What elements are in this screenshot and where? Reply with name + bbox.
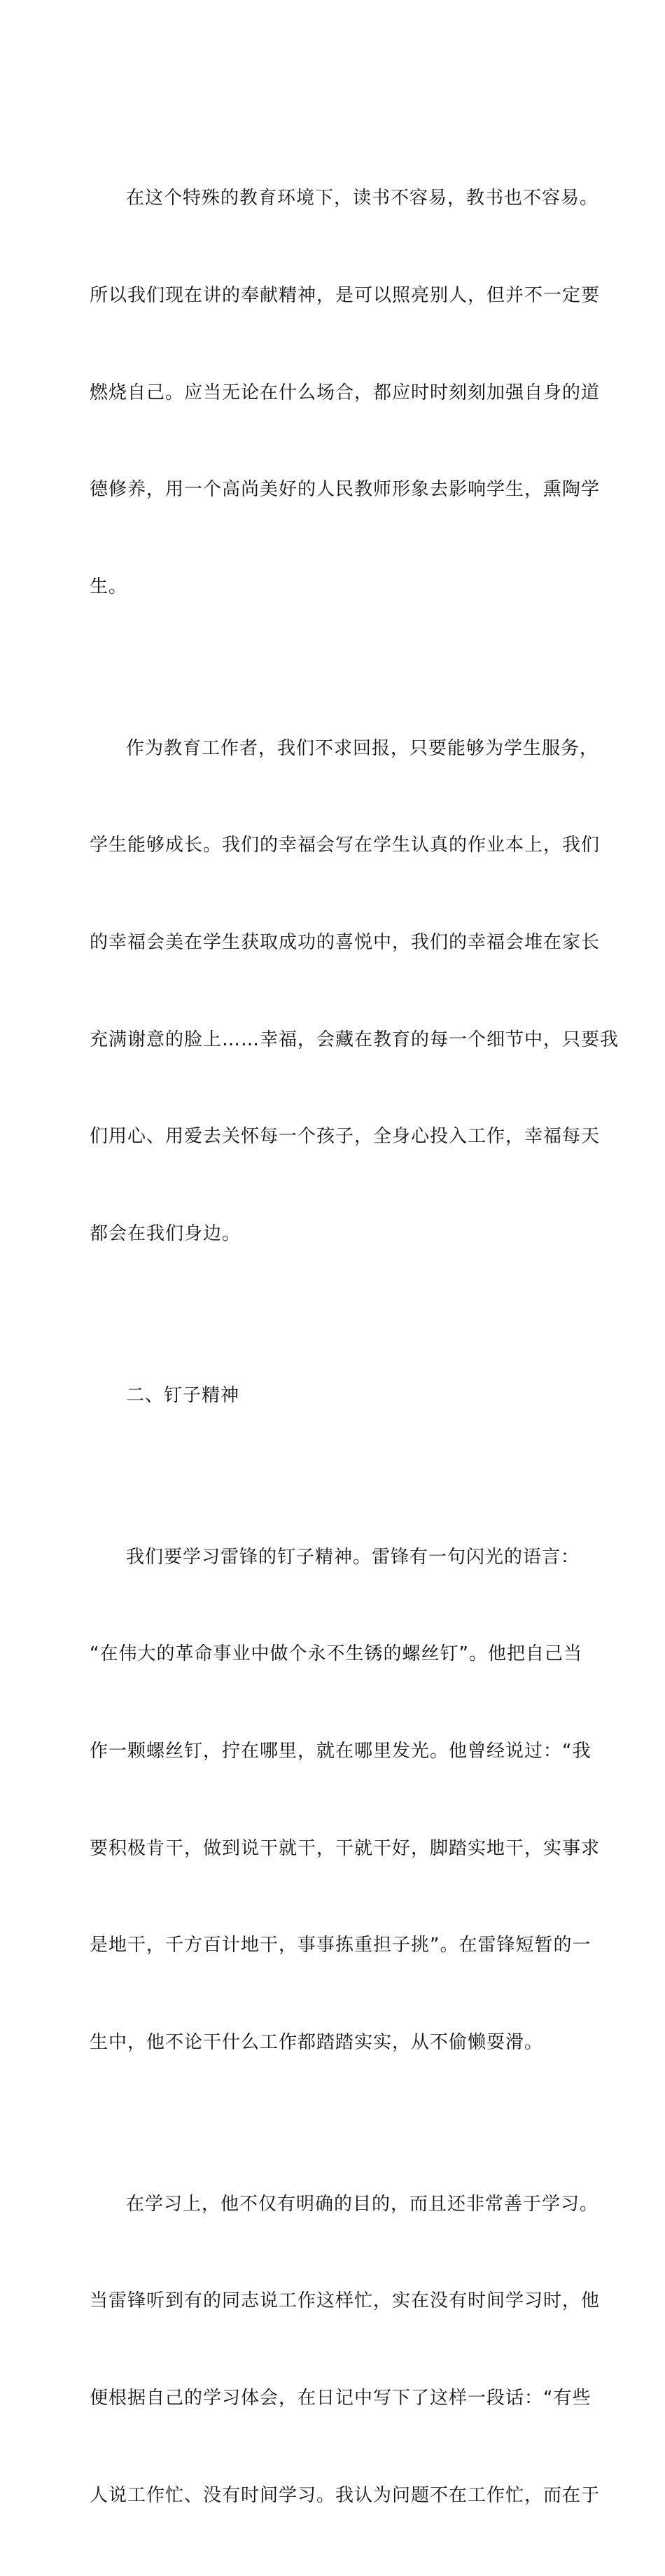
paragraph-1 [90,118,601,667]
text-line: 的幸福会美在学生获取成功的喜悦中，我们的幸福会堆在家长 [90,931,601,953]
heading-line: 二、钉子精神 [126,1384,240,1406]
text-line: 德修养，用一个高尚美好的人民教师形象去影响学生，熏陶学 [90,479,601,501]
text-line: 作一颗螺丝钉，拧在哪里，就在哪里发光。他曾经说过：“我 [90,1740,592,1762]
text-line: 充满谢意的脸上……幸福，会藏在教育的每一个细节中，只要我 [90,1029,620,1050]
text-line: 生中，他不论干什么工作都踏踏实实，从不偷懒耍滑。 [90,2031,544,2053]
text-line: 学生能够成长。我们的幸福会写在学生认真的作业本上，我们 [90,835,601,856]
section-heading [90,1314,582,1476]
document-body [90,118,620,2576]
text-line: 便根据自己的学习体会，在日记中写下了这样一段话：“有些 [90,2387,592,2409]
text-line: 燃烧自己。应当无论在什么场合，都应时时刻刻加强自身的道 [90,382,601,403]
paragraph-2 [90,667,620,1314]
text-line: 人说工作忙、没有时间学习。我认为问题不在工作忙，而在于 [90,2484,601,2506]
text-line: 作为教育工作者，我们不求回报，只要能够为学生服务， [126,737,599,759]
text-line: 当雷锋听到有的同志说工作这样忙，实在没有时间学习时，他 [90,2290,601,2312]
text-line: 生。 [90,576,128,597]
text-line: 在这个特殊的教育环境下，读书不容易，教书也不容易。 [126,188,599,209]
text-line: 是地干，千方百计地干，事事拣重担子挑”。在雷锋短暂的一 [90,1935,592,1956]
text-line: 所以我们现在讲的奉献精神，是可以照亮别人，但并不一定要 [90,285,601,306]
text-line: 在学习上，他不仅有明确的目的，而且还非常善于学习。 [126,2193,599,2215]
text-line: 我们要学习雷锋的钉子精神。雷锋有一句闪光的语言： [126,1546,580,1568]
text-line: “在伟大的革命事业中做个永不生锈的螺丝钉”。他把自己当 [90,1643,582,1665]
text-line: 要积极肯干，做到说干就干，干就干好，脚踏实地干，实事求 [90,1837,601,1859]
text-line: 都会在我们身边。 [90,1223,241,1244]
paragraph-3 [90,1476,601,2123]
paragraph-4 [90,2123,601,2576]
text-line: 们用心、用爱去关怀每一个孩子，全身心投入工作，幸福每天 [90,1126,601,1148]
